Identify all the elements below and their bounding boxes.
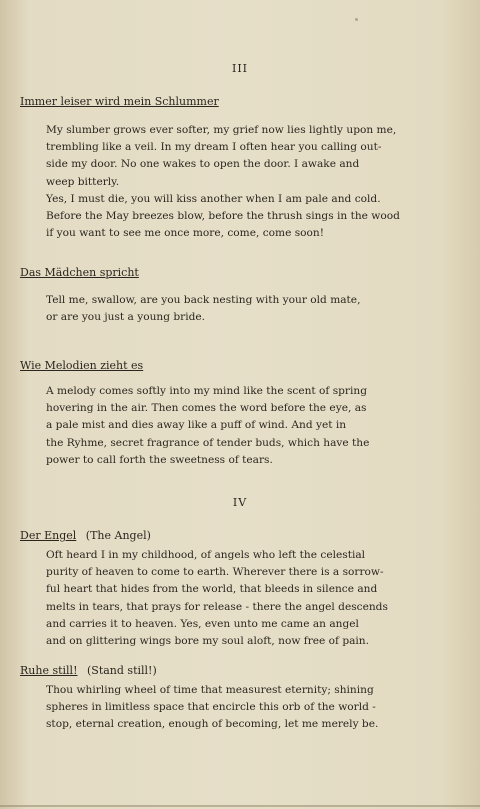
song-heading <box>20 529 151 542</box>
text-line: melts in tears, that prays for release - there the angel descends <box>46 600 388 613</box>
text-line: and carries it to heaven. Yes, even unto me came an angel <box>46 617 359 630</box>
song-translation-text <box>46 383 446 469</box>
text-line: hovering in the air. Then comes the word before the eye, as <box>46 402 367 415</box>
song-title-translation: (The Angel) <box>85 529 151 542</box>
song-title: Wie Melodien zieht es <box>20 359 144 372</box>
song-translation-text <box>46 122 446 242</box>
text-line: and on glittering wings bore my soul aloft, now free of pain. <box>46 635 370 648</box>
text-line: or are you just a young bride. <box>46 311 206 324</box>
text-line: side my door. No one wakes to open the door. I awake and <box>46 158 360 171</box>
song-title-translation: (Stand still!) <box>87 664 157 677</box>
song-heading <box>20 664 157 677</box>
text-line: a pale mist and dies away like a puff of wind. And yet in <box>46 419 347 432</box>
text-line: Yes, I must die, you will kiss another when I am pale and cold. <box>46 192 381 205</box>
text-line: power to call forth the sweetness of tears. <box>46 453 273 466</box>
song-title: Der Engel <box>20 529 77 542</box>
text-line: if you want to see me once more, come, come soon! <box>46 227 324 240</box>
song-heading <box>20 266 139 279</box>
text-line: My slumber grows ever softer, my grief now lies lightly upon me, <box>46 124 397 136</box>
song-title: Immer leiser wird mein Schlummer <box>20 95 219 108</box>
song-heading <box>20 95 219 108</box>
text-line: A melody comes softly into my mind like the scent of spring <box>46 385 367 397</box>
section-number-iv: IV <box>232 496 248 509</box>
text-line: ful heart that hides from the world, that bleeds in silence and <box>46 583 378 596</box>
song-translation-text <box>46 547 446 650</box>
song-translation-text <box>46 682 446 734</box>
text-line: spheres in limitless space that encircle this orb of the world - <box>46 701 376 714</box>
text-line: Before the May breezes blow, before the thrush sings in the wood <box>46 210 400 223</box>
text-line: weep bitterly. <box>46 175 120 188</box>
song-heading <box>20 359 143 372</box>
text-line: the Ryhme, secret fragrance of tender buds, which have the <box>46 436 370 449</box>
text-line: trembling like a veil. In my dream I often hear you calling out- <box>46 141 382 154</box>
page-bottom-edge <box>0 805 480 807</box>
section-number-iii: III <box>231 62 249 75</box>
text-line: stop, eternal creation, enough of becoming, let me merely be. <box>46 718 379 731</box>
text-line: Thou whirling wheel of time that measurest eternity; shining <box>46 684 374 696</box>
text-line: Oft heard I in my childhood, of angels who left the celestial <box>46 549 366 561</box>
song-title: Ruhe still! <box>20 664 78 677</box>
text-line: Tell me, swallow, are you back nesting with your old mate, <box>46 294 361 306</box>
song-title: Das Mädchen spricht <box>20 266 139 279</box>
text-line: purity of heaven to come to earth. Wherever there is a sorrow- <box>46 566 384 579</box>
song-translation-text <box>46 292 446 326</box>
paper-speck <box>355 18 358 21</box>
